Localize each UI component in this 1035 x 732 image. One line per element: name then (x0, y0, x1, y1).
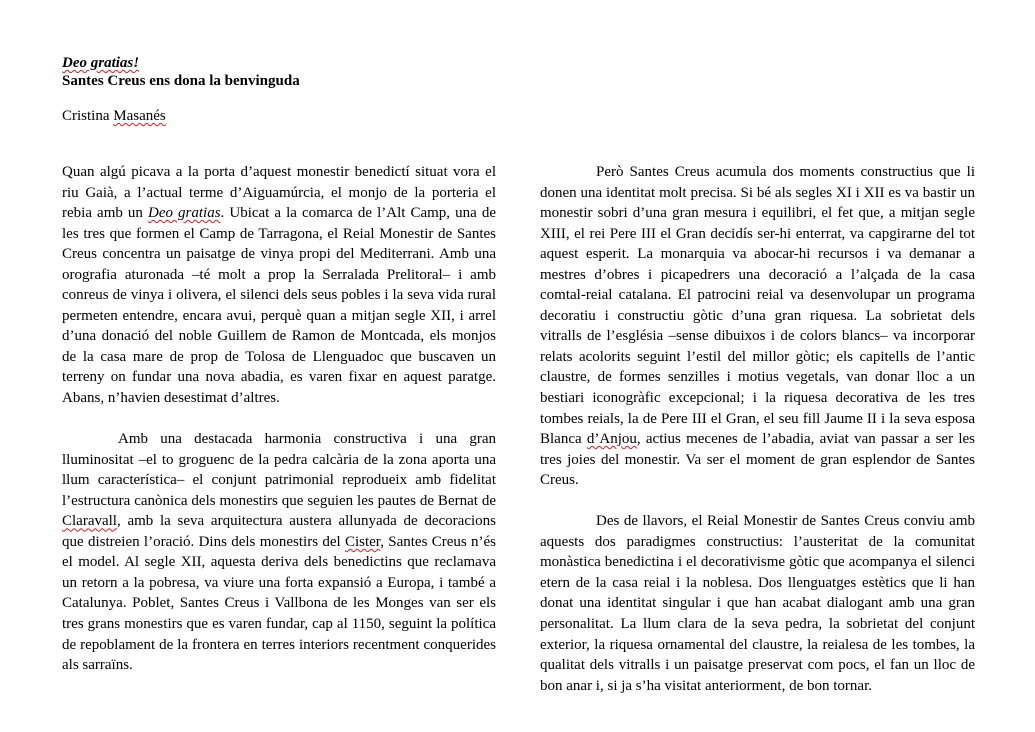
article-header (62, 54, 502, 125)
author-family-name: Masanés (113, 108, 166, 124)
paragraph (540, 162, 975, 491)
left-text-column (62, 162, 496, 676)
flagged-word: d’Anjou (586, 431, 637, 448)
text-run: . Ubicat a la comarca de l’Alt Camp, una de les tres que formen el Camp de Tarragona, el Reial Monestir de Santes Creus concentra un paisatge de vinya propi del Mediterrani. Amb una orografia aturonada –té molt a prop la Serralada Prelitoral– i amb conreus de vinya i olivera, el silenci dels seus pobles i la seva vida rural permeten entendre, encara avui, perquè quan a mitjan segle XII, i arrel d’una donació del noble Guillem de Ramon de Montcada, els monjos de la casa mare de prop de Tolosa de Llenguadoc que buscaven un terreny on fundar una nova abadia, es varen fixar en aquest paratge. Abans, n’havien desestimat d’altres. (62, 205, 496, 407)
text-run: Quan algú picava a la porta d’aquest monestir benedictí situat vora el riu Gaià, a l’actual terme d’Aiguamúrcia, el monjo de la porteria el rebia amb un (62, 164, 496, 222)
author-given-name: Cristina (62, 108, 114, 124)
text-run: Però Santes Creus acumula dos moments constructius que li donen una identitat molt precisa. Si bé als segles XI i XII es va bastir un monestir sobri d’una gran mesura i equilibri, el fet que, a mitjan segle XIII, el rei Pere III el Gran decidís ser-hi enterrat, va capgirarne del tot aquest esperit. La monarquia va abocar-hi recursos i va demanar a mestres d’obres i picapedrers una decoració a l’alçada de la casa comtal-reial catalana. El patrocini reial va desenvolupar un programa decoratiu i constructiu gòtic d’una gran riquesa. La sobrietat dels vitralls de l’església –sense dibuixos i de colors blancs– va incorporar relats acolorits seguint l’estil del millor gòtic; els capitells de l’antic claustre, de formes senzilles i motius vegetals, van donar lloc a un bestiari iconogràfic excepcional; i la riquesa decorativa de les tres tombes reials, la de Pere III el Gran, el seu fill Jaume II i la seva esposa Blanca (540, 164, 975, 448)
paragraph (62, 162, 496, 409)
italic-term: Deo gratias (147, 205, 221, 222)
text-run: , amb la seva arquitectura austera allunyada de decoracions que distreien l’oració. Dins dels monestirs del (62, 513, 496, 550)
article-title: Santes Creus ens dona la benvinguda (62, 73, 300, 89)
article-kicker (62, 54, 502, 72)
kicker-text: Deo gratias! (62, 55, 140, 71)
text-run: Amb una destacada harmonia constructiva i una gran lluminositat –el to groguenc de la pedra calcària de la zona aporta una llum característica– el conjunt patrimonial reprodueix amb fidelitat l’estructura canònica dels monestirs que seguien les pautes de Bernat de (62, 431, 496, 509)
paragraph (62, 429, 496, 676)
text-run: , actius mecenes de l’abadia, aviat van passar a ser les tres joies del monestir. Va ser el moment de gran esplendor de Santes Creus. (540, 431, 975, 489)
paragraph: Des de llavors, el Reial Monestir de Santes Creus conviu amb aquests dos paradigmes constructius: l’austeritat de la comunitat monàstica benedictina i el decorativisme gòtic que acompanya el silenci etern de la casa reial i la noblesa. Dos llenguatges estètics que li han donat una identitat singular i que han acabat dialogant amb una gran personalitat. La llum clara de la seva pedra, la sobrietat del conjunt exterior, la riquesa ornamental del claustre, la reialesa de les tombes, la qualitat dels vitralls i un paisatge preservat com pocs, el fan un lloc de bon anar i, si ja s’ha visitat anteriorment, de bon tornar. (540, 513, 975, 694)
article-author (62, 107, 502, 125)
flagged-word: Cister (344, 533, 381, 550)
flagged-word: Claravall (62, 513, 117, 530)
right-text-column (540, 162, 975, 696)
text-run: , Santes Creus n’és el model. Al segle XII, aquesta deriva dels benedictins que reclamava un retorn a la pobresa, va viure una forta expansió a Europa, i també a Catalunya. Poblet, Santes Creus i Vallbona de les Monges van ser els tres grans monestirs que es varen fundar, cap al 1150, seguint la política de repoblament de la frontera en terres interiors recentment conquerides als sarraïns. (62, 533, 497, 674)
